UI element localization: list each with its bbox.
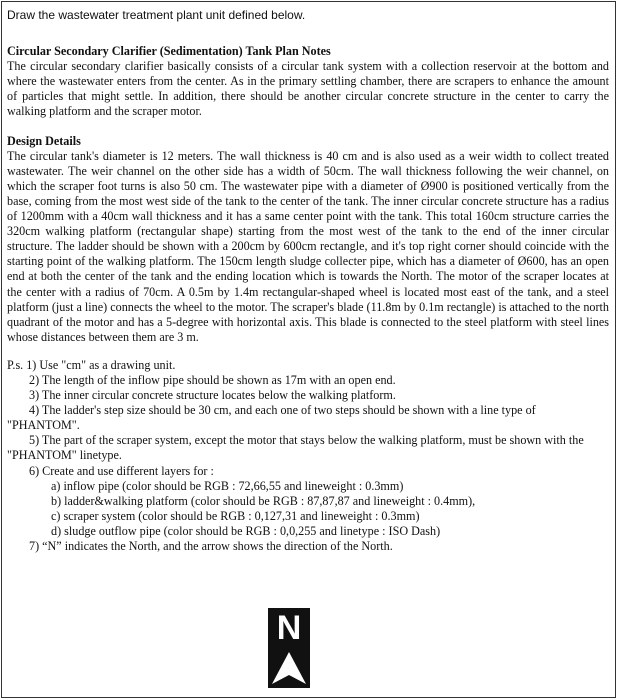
document-body	[7, 8, 609, 554]
spacer	[7, 345, 609, 358]
north-letter: N	[276, 609, 302, 647]
design-details-paragraph: The circular tank's diameter is 12 meters. The wall thickness is 40 cm and is also used as a weir width to collect treated wastewater. The weir channel on the other side has a width of 50cm. The wall thickness following the weir channel, on which the scraper foot turns is also 50 cm. The wastewater pipe with a diameter of Ø900 is positioned vertically from the base, coming from the most west side of the tank to the center of the tank. The inner circular concrete structure has a radius of 1200mm with a 40cm wall thickness and it has a same center point with the tank. This total 160cm structure carries the 320cm walking platform (rectangular shape) starting from the most west of the tank to the end of the inner circular structure. The ladder should be shown with a 200cm by 600cm rectangle, and it's top right corner should coincide with the starting point of the walking platform. The 150cm length sludge collecter pipe, which has a diameter of Ø600, has an open end at both the center of the tank and the ending location which is towards the North. The motor of the scraper locates at the center with a radius of 70cm. A 0.5m by 1.4m rectangular-shaped wheel is located most east of the tank, and a steel platform (just a line) connects the wheel to the motor. The scraper's blade (11.8m by 0.1m rectangle) is attached to the north quadrant of the motor and has a 5-degree with horizontal axis. This blade is connected to the steel platform with steel lines whose distances between them are 3 m.	[7, 148, 609, 344]
layer-item-d: d) sludge outflow pipe (color should be RGB : 0,0,255 and linetype : ISO Dash)	[51, 523, 441, 538]
spacer	[7, 120, 609, 134]
layer-item-c: c) scraper system (color should be RGB : 0,127,31 and lineweight : 0.3mm)	[51, 508, 420, 523]
ps-item-7: 7) “N” indicates the North, and the arrow shows the direction of the North.	[29, 539, 393, 553]
north-arrow-symbol	[268, 608, 310, 688]
design-details-heading: Design Details	[7, 133, 81, 148]
layer-item-a: a) inflow pipe (color should be RGB : 72,66,55 and lineweight : 0.3mm)	[51, 478, 404, 493]
intro-text: Draw the wastewater treatment plant unit defined below.	[7, 8, 306, 22]
plan-notes-paragraph: The circular secondary clarifier basically consists of a circular tank system with a collection reservoir at the bottom and where the wastewater enters from the center. As in the primary settling chamber, there are scrapers to enhance the amount of particles that might settle. In addition, there should be another circular concrete structure in the center to carry the walking platform and the scraper motor.	[7, 59, 609, 119]
ps-item-2: 2) The length of the inflow pipe should be shown as 17m with an open end.	[29, 372, 396, 387]
layer-item-b: b) ladder&walking platform (color should be RGB : 87,87,87 and lineweight : 0.4mm),	[51, 493, 476, 508]
ps-item-4: 4) The ladder's step size should be 30 cm, and each one of two steps should be shown with a line type of "PHANTOM".	[7, 403, 536, 433]
ps-item-5: 5) The part of the scraper system, except the motor that stays below the walking platform, must be shown with the "PHANTOM" linetype.	[7, 433, 584, 463]
north-arrow-icon	[268, 648, 310, 688]
plan-notes-heading: Circular Secondary Clarifier (Sedimentation) Tank Plan Notes	[7, 44, 331, 59]
ps-item-6: 6) Create and use different layers for :	[29, 463, 214, 478]
ps-item-3: 3) The inner circular concrete structure locates below the walking platform.	[29, 388, 396, 403]
ps-item-1: P.s. 1) Use "cm" as a drawing unit.	[7, 357, 176, 372]
